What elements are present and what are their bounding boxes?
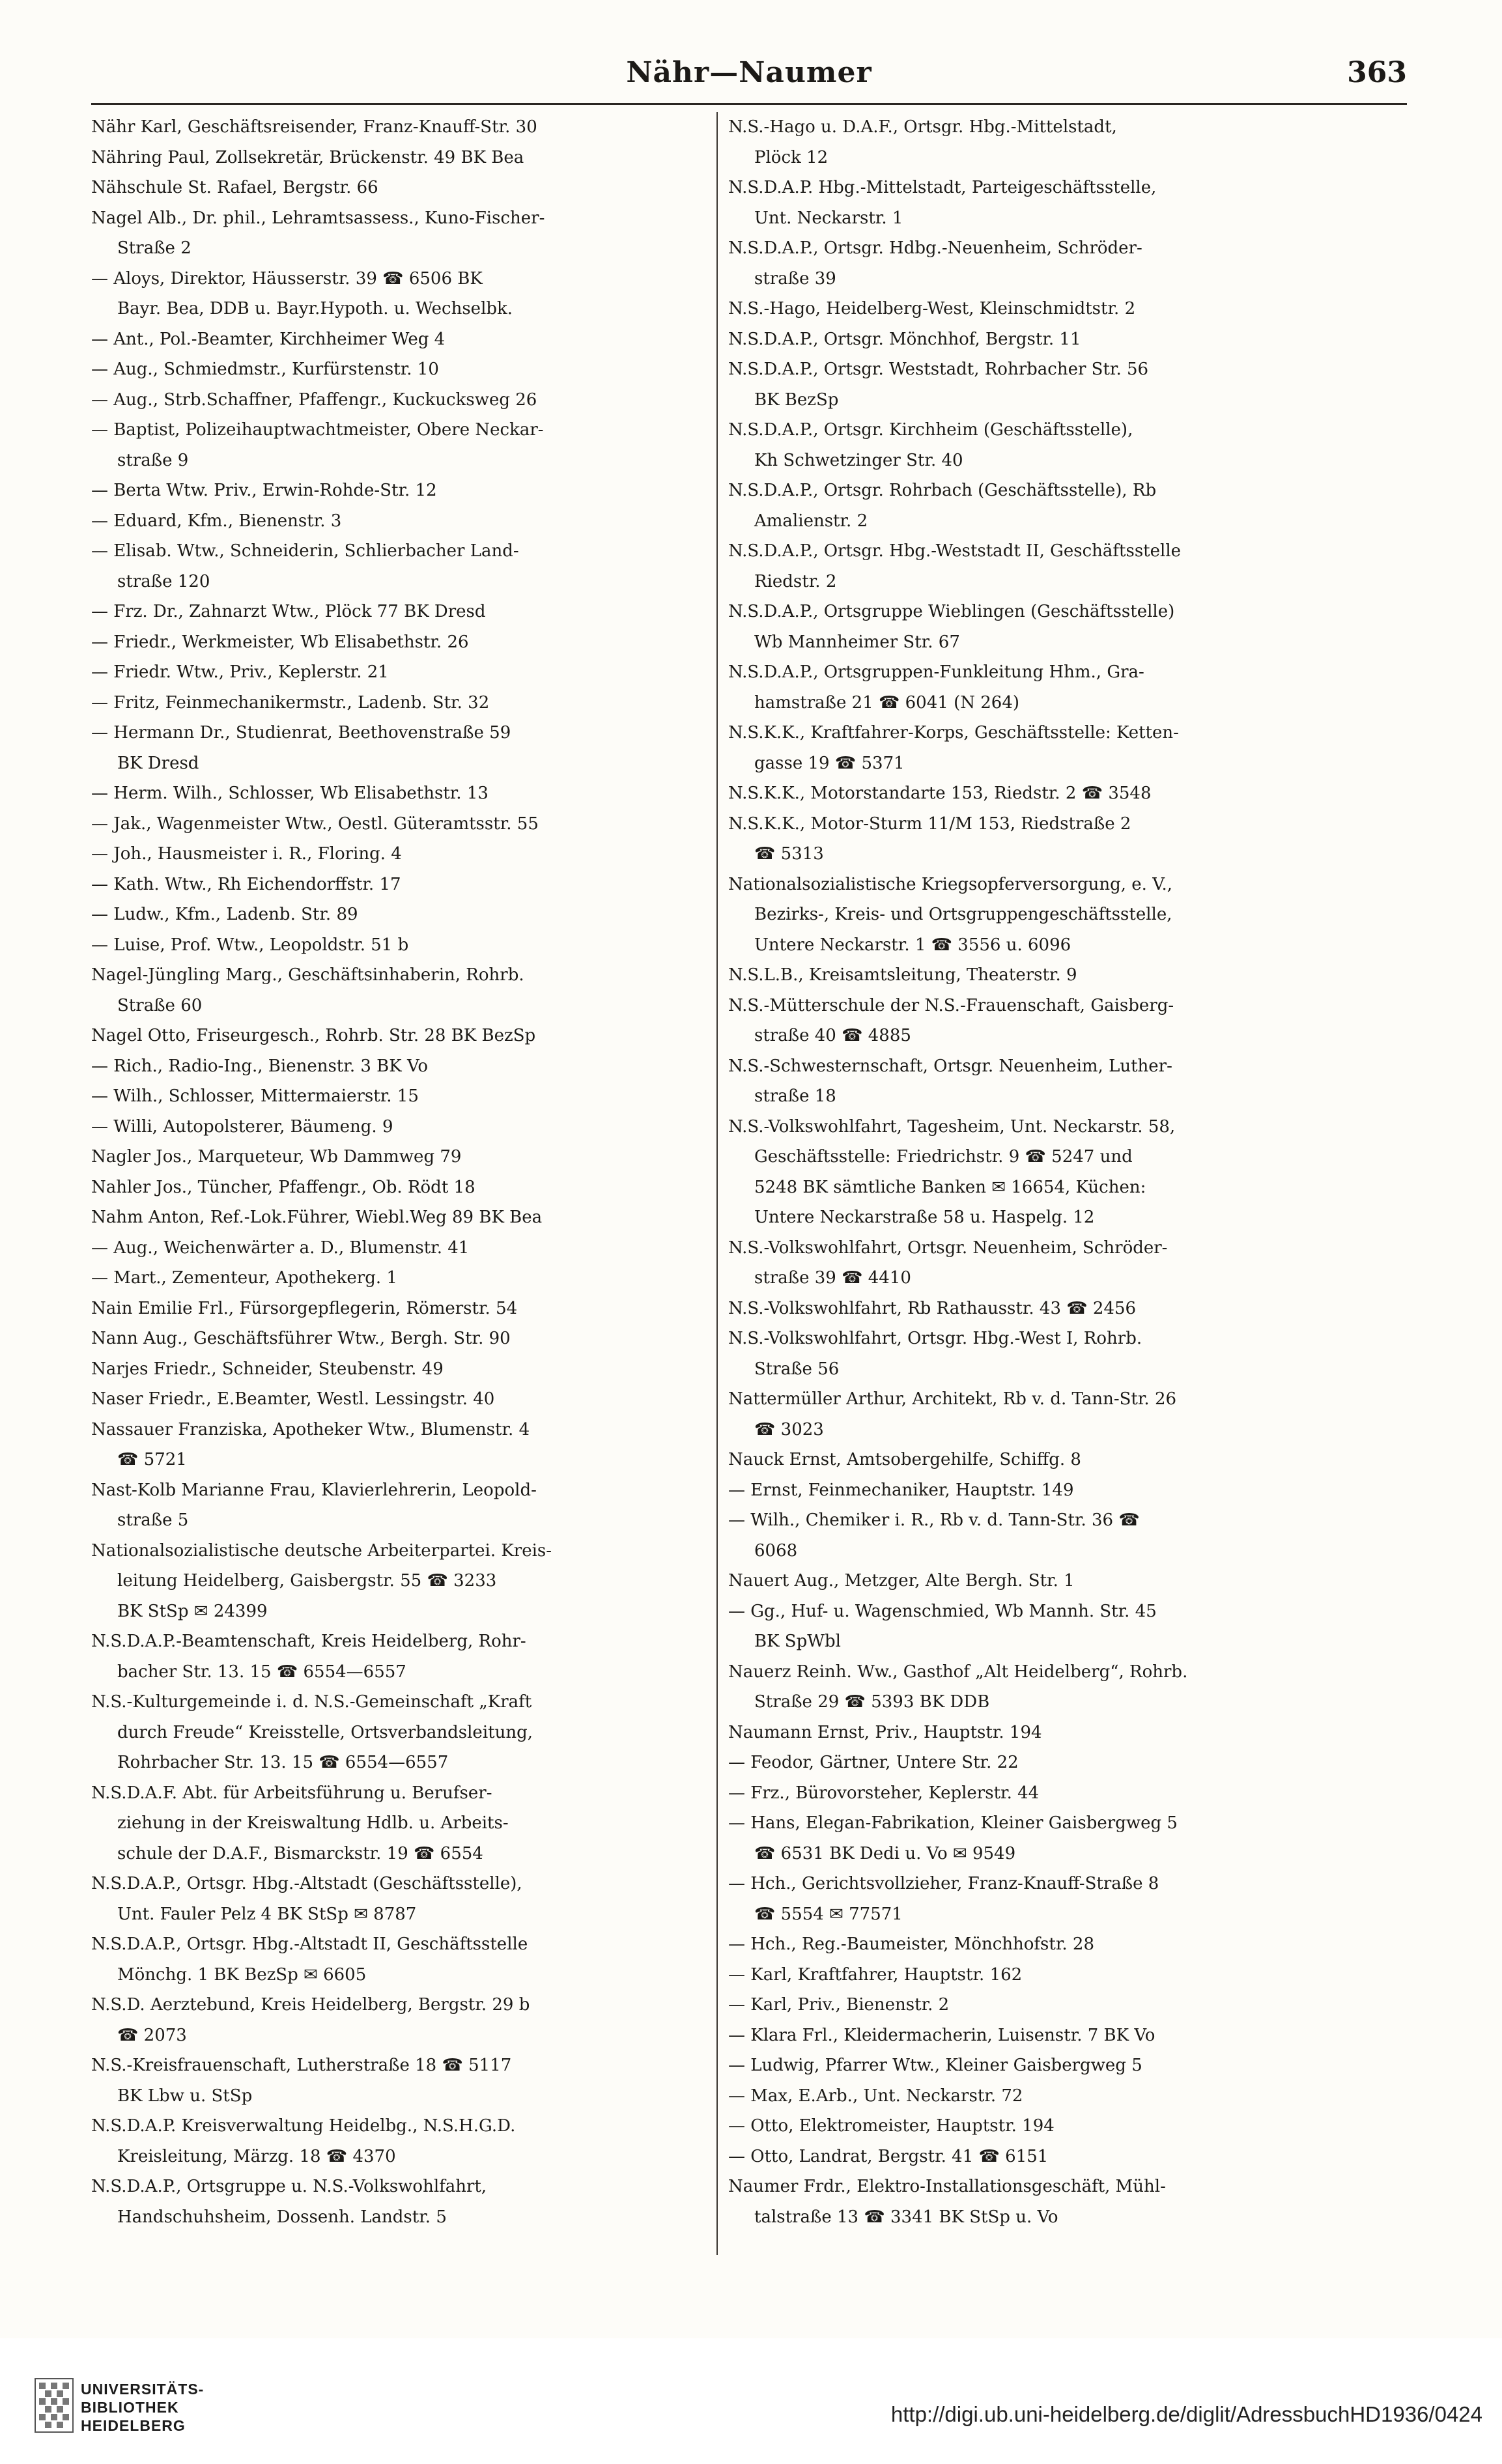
- entry-line: N.S.-Hago, Heidelberg-West, Kleinschmidtstr. 2: [728, 299, 1136, 319]
- entry-line: — Baptist, Polizeihauptwachtmeister, Obere Neckar-: [91, 420, 544, 440]
- directory-entry: [91, 1112, 713, 1142]
- directory-entry: [91, 627, 713, 658]
- entry-line: N.S.-Volkswohlfahrt, Ortsgr. Neuenheim, Schröder-: [728, 1238, 1168, 1258]
- entry-line: — Gg., Huf- u. Wagenschmied, Wb Mannh. Str. 45: [728, 1601, 1157, 1621]
- directory-entry: [728, 1657, 1350, 1718]
- directory-entry: [728, 1960, 1350, 1990]
- entry-line: Nassauer Franziska, Apotheker Wtw., Blumenstr. 4: [91, 1419, 530, 1439]
- entry-line: — Kath. Wtw., Rh Eichendorffstr. 17: [91, 874, 401, 894]
- directory-entry: [91, 778, 713, 809]
- left-column: [91, 112, 713, 2294]
- entry-line: N.S.-Volkswohlfahrt, Rb Rathausstr. 43 ☎ 2456: [728, 1298, 1137, 1318]
- entry-line: — Hch., Gerichtsvollzieher, Franz-Knauff-Straße 8: [728, 1874, 1159, 1893]
- directory-entry: [91, 1081, 713, 1112]
- directory-entry: [728, 1929, 1350, 1960]
- entry-line: — Joh., Hausmeister i. R., Floring. 4: [91, 844, 402, 864]
- directory-entry: [91, 899, 713, 930]
- entry-line: straße 9: [117, 450, 189, 470]
- entry-line: N.S.D.A.P., Ortsgr. Rohrbach (Geschäftsstelle), Rb: [728, 481, 1157, 500]
- entry-line: N.S.K.K., Motorstandarte 153, Riedstr. 2 ☎ 3548: [728, 784, 1152, 803]
- entry-line: Nann Aug., Geschäftsführer Wtw., Bergh. Str. 90: [91, 1329, 511, 1348]
- entry-line: straße 18: [754, 1086, 836, 1106]
- directory-entry: [91, 1929, 713, 1990]
- directory-entry: [91, 2111, 713, 2172]
- directory-entry: [728, 536, 1350, 597]
- entry-line: — Eduard, Kfm., Bienenstr. 3: [91, 511, 342, 531]
- entry-line: Nähr Karl, Geschäftsreisender, Franz-Knauff-Str. 30: [91, 117, 537, 137]
- directory-entry: [728, 1596, 1350, 1657]
- entry-line: N.S.D.A.P., Ortsgr. Weststadt, Rohrbacher Str. 56: [728, 360, 1149, 379]
- directory-entry: [728, 657, 1350, 718]
- directory-entry: [728, 1778, 1350, 1809]
- entry-line: straße 5: [117, 1510, 189, 1530]
- entry-line: — Hermann Dr., Studienrat, Beethovenstraße 59: [91, 723, 511, 743]
- entry-line: — Hans, Elegan-Fabrikation, Kleiner Gaisbergweg 5: [728, 1813, 1178, 1833]
- entry-line: Kreisleitung, Märzg. 18 ☎ 4370: [117, 2146, 396, 2166]
- entry-line: Nattermüller Arthur, Architekt, Rb v. d. Tann-Str. 26: [728, 1389, 1177, 1409]
- entry-line: N.S.-Schwesternschaft, Ortsgr. Neuenheim, Luther-: [728, 1056, 1172, 1076]
- directory-entry: [91, 475, 713, 506]
- entry-line: BK BezSp: [754, 389, 839, 410]
- directory-entry: [91, 203, 713, 264]
- entry-line: 6068: [754, 1540, 798, 1561]
- entry-line: — Ludwig, Pfarrer Wtw., Kleiner Gaisbergweg 5: [728, 2056, 1142, 2075]
- entry-line: Nagler Jos., Marqueteur, Wb Dammweg 79: [91, 1147, 462, 1167]
- entry-line: — Aug., Strb.Schaffner, Pfaffengr., Kuckucksweg 26: [91, 389, 537, 410]
- entry-line: — Rich., Radio-Ing., Bienenstr. 3 BK Vo: [91, 1056, 429, 1076]
- entry-line: Narjes Friedr., Schneider, Steubenstr. 49: [91, 1359, 444, 1379]
- entry-line: straße 120: [117, 571, 210, 591]
- entry-line: Riedstr. 2: [754, 571, 837, 591]
- entry-line: N.S.-Volkswohlfahrt, Ortsgr. Hbg.-West I, Rohrb.: [728, 1329, 1142, 1348]
- entry-line: — Friedr. Wtw., Priv., Keplerstr. 21: [91, 662, 389, 682]
- entry-line: — Herm. Wilh., Schlosser, Wb Elisabethstr. 13: [91, 784, 489, 803]
- entry-line: — Ernst, Feinmechaniker, Hauptstr. 149: [728, 1480, 1074, 1500]
- directory-entry: [91, 536, 713, 597]
- entry-line: N.S.D.A.P. Kreisverwaltung Heidelbg., N.S.H.G.D.: [91, 2116, 516, 2136]
- entry-line: Untere Neckarstr. 1 ☎ 3556 u. 6096: [754, 935, 1071, 955]
- directory-entry: [91, 415, 713, 475]
- entry-line: N.S.D.A.P., Ortsgr. Hbg.-Altstadt II, Geschäftsstelle: [91, 1934, 528, 1954]
- directory-entry: [728, 2020, 1350, 2051]
- entry-line: — Hch., Reg.-Baumeister, Mönchhofstr. 28: [728, 1934, 1095, 1954]
- directory-entry: [728, 354, 1350, 415]
- entry-line: ☎ 5313: [754, 844, 824, 864]
- directory-entry: [91, 1626, 713, 1687]
- entry-line: Straße 60: [117, 995, 203, 1015]
- entry-line: N.S.-Kreisfrauenschaft, Lutherstraße 18 ☎ 5117: [91, 2056, 512, 2075]
- entry-line: ☎ 3023: [754, 1419, 824, 1439]
- directory-entry: [728, 1051, 1350, 1112]
- entry-line: Nagel Alb., Dr. phil., Lehramtsassess., Kuno-Fischer-: [91, 208, 545, 228]
- entry-line: N.S.D.A.P., Ortsgr. Hbg.-Altstadt (Geschäftsstelle),: [91, 1874, 522, 1893]
- entry-line: Unt. Neckarstr. 1: [754, 208, 903, 228]
- directory-entry: [728, 1505, 1350, 1566]
- entry-line: N.S.L.B., Kreisamtsleitung, Theaterstr. 9: [728, 965, 1077, 985]
- entry-line: — Otto, Landrat, Bergstr. 41 ☎ 6151: [728, 2146, 1049, 2166]
- directory-entry: [728, 2081, 1350, 2112]
- entry-line: Rohrbacher Str. 13. 15 ☎ 6554—6557: [117, 1753, 449, 1772]
- source-url[interactable]: http://digi.ub.uni-heidelberg.de/diglit/AdressbuchHD1936/0424: [890, 2402, 1482, 2426]
- entry-line: N.S.K.K., Kraftfahrer-Korps, Geschäftsstelle: Ketten-: [728, 723, 1179, 743]
- directory-entry: [728, 1294, 1350, 1324]
- directory-entry: [728, 1718, 1350, 1748]
- entry-line: — Max, E.Arb., Unt. Neckarstr. 72: [728, 2086, 1023, 2106]
- entry-line: gasse 19 ☎ 5371: [754, 753, 905, 773]
- directory-entry: [91, 870, 713, 900]
- library-name-line: BIBLIOTHEK: [81, 2399, 179, 2416]
- right-column: [728, 112, 1350, 2294]
- entry-line: Nationalsozialistische deutsche Arbeiterpartei. Kreis-: [91, 1540, 552, 1561]
- entry-line: ☎ 5554 ✉ 77571: [754, 1904, 903, 1924]
- entry-line: Nain Emilie Frl., Fürsorgepflegerin, Römerstr. 54: [91, 1298, 518, 1318]
- directory-entry: [91, 1869, 713, 1929]
- entry-line: N.S.D.A.P., Ortsgr. Kirchheim (Geschäftsstelle),: [728, 420, 1133, 440]
- directory-entry: [728, 415, 1350, 475]
- entry-line: — Friedr., Werkmeister, Wb Elisabethstr. 26: [91, 632, 469, 652]
- directory-entry: [91, 1384, 713, 1415]
- entry-line: Nahler Jos., Tüncher, Pfaffengr., Ob. Rödt 18: [91, 1177, 475, 1197]
- directory-entry: [91, 173, 713, 203]
- entry-line: Handschuhsheim, Dossenh. Landstr. 5: [117, 2207, 447, 2227]
- directory-entry: [728, 1748, 1350, 1778]
- entry-line: N.S.-Volkswohlfahrt, Tagesheim, Unt. Neckarstr. 58,: [728, 1116, 1176, 1137]
- directory-entry: [728, 294, 1350, 324]
- directory-entry: [91, 1021, 713, 1051]
- header-rule: [91, 103, 1407, 105]
- entry-line: — Wilh., Schlosser, Mittermaierstr. 15: [91, 1086, 419, 1106]
- directory-entry: [728, 1808, 1350, 1869]
- entry-line: straße 40 ☎ 4885: [754, 1026, 911, 1045]
- entry-line: — Elisab. Wtw., Schneiderin, Schlierbacher Land-: [91, 541, 519, 561]
- directory-entry: [728, 475, 1350, 536]
- entry-line: — Aloys, Direktor, Häusserstr. 39 ☎ 6506 BK: [91, 268, 483, 289]
- entry-line: N.S.D.A.P. Hbg.-Mittelstadt, Parteigeschäftsstelle,: [728, 178, 1157, 197]
- directory-entry: [91, 1294, 713, 1324]
- directory-entry: [91, 2050, 713, 2111]
- directory-entry: [91, 809, 713, 840]
- entry-line: Nast-Kolb Marianne Frau, Klavierlehrerin, Leopold-: [91, 1480, 537, 1500]
- entry-line: — Wilh., Chemiker i. R., Rb v. d. Tann-Str. 36 ☎: [728, 1510, 1140, 1530]
- directory-entry: [728, 2172, 1350, 2232]
- entry-line: Straße 29 ☎ 5393 BK DDB: [754, 1692, 990, 1712]
- entry-line: — Berta Wtw. Priv., Erwin-Rohde-Str. 12: [91, 481, 437, 500]
- entry-line: straße 39 ☎ 4410: [754, 1268, 911, 1288]
- directory-entry: [91, 112, 713, 143]
- entry-line: Nauert Aug., Metzger, Alte Bergh. Str. 1: [728, 1571, 1075, 1591]
- entry-line: Nahm Anton, Ref.-Lok.Führer, Wiebl.Weg 89 BK Bea: [91, 1208, 543, 1227]
- entry-line: N.S.-Hago u. D.A.F., Ortsgr. Hbg.-Mittelstadt,: [728, 117, 1117, 137]
- entry-line: Straße 2: [117, 238, 191, 258]
- directory-entry: [728, 1445, 1350, 1475]
- directory-entry: [728, 1112, 1350, 1233]
- directory-entry: [91, 1142, 713, 1172]
- entry-line: Nähring Paul, Zollsekretär, Brückenstr. 49 BK Bea: [91, 147, 524, 167]
- directory-entry: [728, 233, 1350, 294]
- directory-entry: [728, 870, 1350, 961]
- entry-line: — Jak., Wagenmeister Wtw., Oestl. Güteramtsstr. 55: [91, 814, 539, 834]
- directory-entry: [91, 1172, 713, 1203]
- entry-line: — Frz. Dr., Zahnarzt Wtw., Plöck 77 BK Dresd: [91, 602, 486, 621]
- directory-entry: [91, 1263, 713, 1294]
- directory-entry: [728, 1384, 1350, 1445]
- directory-entry: [91, 143, 713, 173]
- directory-entry: [91, 839, 713, 870]
- entry-line: — Ludw., Kfm., Ladenb. Str. 89: [91, 905, 358, 924]
- entry-line: ☎ 5721: [117, 1450, 187, 1469]
- directory-entry: [728, 2050, 1350, 2081]
- directory-entry: [728, 1233, 1350, 1294]
- directory-entry: [91, 1536, 713, 1627]
- entry-line: N.S.D.A.P.-Beamtenschaft, Kreis Heidelberg, Rohr-: [91, 1632, 526, 1651]
- entry-line: durch Freude“ Kreisstelle, Ortsverbandsleitung,: [117, 1722, 533, 1742]
- entry-line: — Fritz, Feinmechanikermstr., Ladenb. Str. 32: [91, 692, 490, 713]
- entry-line: — Karl, Kraftfahrer, Hauptstr. 162: [728, 1964, 1023, 1985]
- directory-entry: [728, 1869, 1350, 1929]
- entry-line: Naser Friedr., E.Beamter, Westl. Lessingstr. 40: [91, 1389, 495, 1409]
- entry-line: ☎ 6531 BK Dedi u. Vo ✉ 9549: [754, 1843, 1016, 1863]
- directory-entry: [728, 112, 1350, 173]
- directory-entry: [91, 1990, 713, 2050]
- entry-line: — Frz., Bürovorsteher, Keplerstr. 44: [728, 1783, 1040, 1803]
- directory-entry: [728, 960, 1350, 991]
- directory-entry: [728, 1324, 1350, 1384]
- library-name-line: HEIDELBERG: [81, 2417, 186, 2434]
- directory-entry: [91, 354, 713, 385]
- directory-entry: [91, 657, 713, 688]
- directory-entry: [91, 324, 713, 355]
- library-name: [81, 2380, 204, 2435]
- entry-line: Nauck Ernst, Amtsobergehilfe, Schiffg. 8: [728, 1450, 1081, 1469]
- page-header: [91, 56, 1407, 95]
- directory-entry: [91, 1415, 713, 1475]
- entry-line: — Aug., Weichenwärter a. D., Blumenstr. 41: [91, 1238, 470, 1258]
- entry-line: Bayr. Bea, DDB u. Bayr.Hypoth. u. Wechselbk.: [117, 299, 513, 319]
- running-head: Nähr—Naumer: [626, 56, 872, 89]
- entry-line: Naumann Ernst, Priv., Hauptstr. 194: [728, 1722, 1042, 1742]
- entry-line: N.S.-Kulturgemeinde i. d. N.S.-Gemeinschaft „Kraft: [91, 1692, 532, 1712]
- entry-line: BK SpWbl: [754, 1632, 841, 1651]
- directory-entry: [91, 2172, 713, 2232]
- directory-entry: [91, 1778, 713, 1869]
- directory-entry: [728, 2142, 1350, 2172]
- directory-entry: [91, 960, 713, 1021]
- entry-line: ziehung in der Kreiswaltung Hdlb. u. Arbeits-: [117, 1813, 509, 1833]
- entry-line: N.S.D.A.P., Ortsgr. Hbg.-Weststadt II, Geschäftsstelle: [728, 541, 1182, 561]
- entry-line: straße 39: [754, 268, 836, 289]
- entry-line: Nagel-Jüngling Marg., Geschäftsinhaberin, Rohrb.: [91, 965, 524, 985]
- directory-entry: [728, 173, 1350, 233]
- entry-line: — Klara Frl., Kleidermacherin, Luisenstr. 7 BK Vo: [728, 2025, 1155, 2045]
- entry-line: — Mart., Zementeur, Apothekerg. 1: [91, 1268, 397, 1288]
- entry-line: N.S.D.A.P., Ortsgr. Hdbg.-Neuenheim, Schröder-: [728, 238, 1142, 258]
- directory-entry: [91, 930, 713, 961]
- entry-line: N.S.K.K., Motor-Sturm 11/M 153, Riedstraße 2: [728, 814, 1131, 834]
- entry-line: Bezirks-, Kreis- und Ortsgruppengeschäftsstelle,: [754, 905, 1172, 924]
- entry-line: — Otto, Elektromeister, Hauptstr. 194: [728, 2116, 1055, 2136]
- entry-line: Amalienstr. 2: [754, 511, 868, 531]
- entry-line: Nähschule St. Rafael, Bergstr. 66: [91, 178, 378, 197]
- directory-entry: [728, 1990, 1350, 2020]
- directory-entry: [91, 1687, 713, 1778]
- entry-line: Untere Neckarstraße 58 u. Haspelg. 12: [754, 1208, 1095, 1227]
- entry-line: leitung Heidelberg, Gaisbergstr. 55 ☎ 3233: [117, 1571, 497, 1591]
- entry-line: Mönchg. 1 BK BezSp ✉ 6605: [117, 1964, 367, 1985]
- entry-line: N.S.-Mütterschule der N.S.-Frauenschaft, Gaisberg-: [728, 995, 1174, 1015]
- directory-entry: [728, 2111, 1350, 2142]
- entry-line: ☎ 2073: [117, 2025, 187, 2045]
- directory-entry: [91, 1051, 713, 1082]
- entry-line: Unt. Fauler Pelz 4 BK StSp ✉ 8787: [117, 1904, 417, 1924]
- entry-line: — Luise, Prof. Wtw., Leopoldstr. 51 b: [91, 935, 409, 955]
- entry-line: N.S.D.A.P., Ortsgruppe Wieblingen (Geschäftsstelle): [728, 602, 1175, 621]
- entry-line: N.S.D. Aerztebund, Kreis Heidelberg, Bergstr. 29 b: [91, 1995, 530, 2015]
- directory-entry: [728, 324, 1350, 355]
- library-logo-icon: [34, 2377, 74, 2433]
- entry-line: N.S.D.A.F. Abt. für Arbeitsführung u. Berufser-: [91, 1783, 492, 1803]
- page-number: 363: [1347, 56, 1407, 89]
- entry-line: — Ant., Pol.-Beamter, Kirchheimer Weg 4: [91, 329, 446, 349]
- entry-line: Wb Mannheimer Str. 67: [754, 632, 960, 652]
- directory-entry: [728, 597, 1350, 657]
- directory-entry: [91, 1233, 713, 1264]
- entry-line: Straße 56: [754, 1359, 840, 1379]
- directory-entry: [728, 1566, 1350, 1596]
- directory-entry: [91, 1324, 713, 1354]
- entry-line: hamstraße 21 ☎ 6041 (N 264): [754, 692, 1019, 713]
- directory-entry: [91, 385, 713, 416]
- entry-line: BK Dresd: [117, 753, 199, 773]
- entry-line: BK StSp ✉ 24399: [117, 1601, 268, 1621]
- entry-line: N.S.D.A.P., Ortsgruppen-Funkleitung Hhm., Gra-: [728, 662, 1144, 682]
- directory-entry: [91, 506, 713, 537]
- directory-entry: [91, 597, 713, 627]
- directory-entry: [91, 264, 713, 324]
- entry-line: BK Lbw u. StSp: [117, 2086, 253, 2106]
- entry-line: 5248 BK sämtliche Banken ✉ 16654, Küchen:: [754, 1177, 1146, 1197]
- entry-line: Nationalsozialistische Kriegsopferversorgung, e. V.,: [728, 874, 1172, 894]
- entry-line: — Aug., Schmiedmstr., Kurfürstenstr. 10: [91, 360, 439, 379]
- entry-line: Kh Schwetzinger Str. 40: [754, 450, 963, 470]
- entry-line: Naumer Frdr., Elektro-Installationsgeschäft, Mühl-: [728, 2177, 1166, 2196]
- entry-line: — Feodor, Gärtner, Untere Str. 22: [728, 1753, 1019, 1772]
- directory-entry: [91, 718, 713, 778]
- directory-entry: [728, 778, 1350, 809]
- directory-entry: [91, 1354, 713, 1385]
- entry-line: bacher Str. 13. 15 ☎ 6554—6557: [117, 1662, 406, 1682]
- entry-line: N.S.D.A.P., Ortsgruppe u. N.S.-Volkswohlfahrt,: [91, 2177, 487, 2196]
- directory-entry: [91, 1202, 713, 1233]
- entry-line: Geschäftsstelle: Friedrichstr. 9 ☎ 5247 und: [754, 1147, 1133, 1167]
- directory-entry: [728, 1475, 1350, 1506]
- column-divider: [716, 112, 718, 2255]
- entry-line: schule der D.A.F., Bismarckstr. 19 ☎ 6554: [117, 1843, 483, 1863]
- directory-entry: [91, 1475, 713, 1536]
- directory-entry: [728, 718, 1350, 778]
- entry-line: N.S.D.A.P., Ortsgr. Mönchhof, Bergstr. 11: [728, 329, 1081, 349]
- entry-line: Plöck 12: [754, 147, 829, 167]
- directory-entry: [728, 809, 1350, 870]
- entry-line: — Karl, Priv., Bienenstr. 2: [728, 1995, 950, 2015]
- directory-entry: [91, 688, 713, 718]
- directory-entry: [728, 991, 1350, 1051]
- entry-line: talstraße 13 ☎ 3341 BK StSp u. Vo: [754, 2207, 1058, 2227]
- library-name-line: UNIVERSITÄTS-: [81, 2381, 205, 2398]
- entry-line: Nagel Otto, Friseurgesch., Rohrb. Str. 28 BK BezSp: [91, 1026, 536, 1045]
- entry-line: — Willi, Autopolsterer, Bäumeng. 9: [91, 1116, 393, 1137]
- footer: [0, 2338, 1502, 2464]
- entry-line: Nauerz Reinh. Ww., Gasthof „Alt Heidelberg“, Rohrb.: [728, 1662, 1188, 1682]
